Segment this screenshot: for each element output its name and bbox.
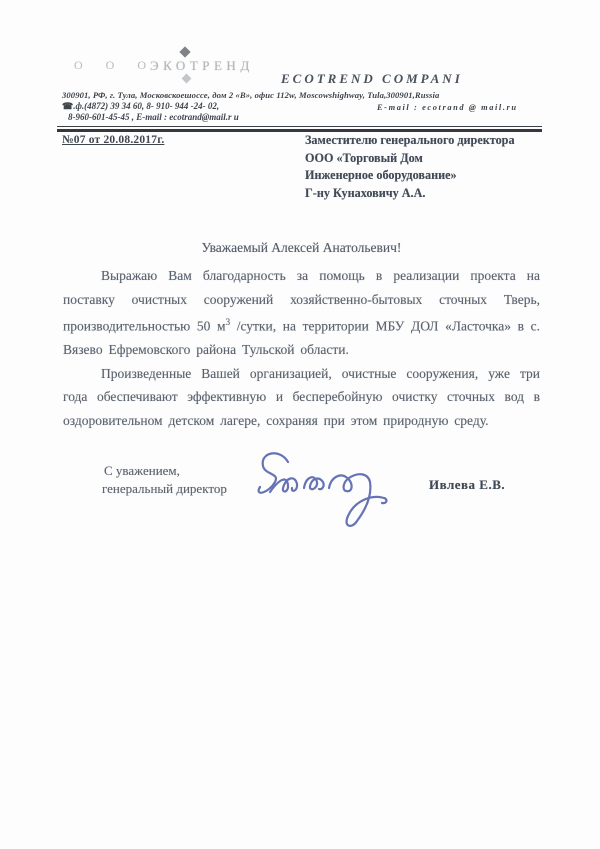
closing-title: генеральный директор [102,481,227,496]
company-email: E-mail : ecotrand @ mail.ru [377,103,518,112]
logo-ornament-bottom-icon [182,74,192,84]
phone-numbers: .ф.(4872) 39 34 60, 8- 910- 944 -24- 02, [73,101,220,111]
logo-ornament-top-icon [179,46,190,57]
company-name-latin: ECOTREND COMPANI [281,71,463,86]
paragraph-1-text-cont: /сутки, на территории МБУ ДОЛ «Ласточка» в с. Вязево Ефремовского района Тульской области. [63,318,540,358]
recipient-line: Инженерное оборудование» [305,168,457,183]
logo-company-name: ЭКОТРЕНД [150,58,254,73]
paragraph-1 [63,264,540,362]
company-phone-line-2: 8-960-601-45-45 , E-mail : ecotrand@mail.r u [68,112,239,122]
recipient-block [305,132,515,202]
logo-ooo-text: О О О [74,58,156,72]
recipient-line: Заместителю генерального директора [305,133,515,147]
closing-regards: С уважением, [104,463,180,478]
recipient-line: ООО «Торговый Дом [305,150,423,165]
phone-icon: ☎ [62,101,74,111]
reference-number: №07 от 20.08.2017г. [62,134,165,146]
handwritten-signature [250,444,410,536]
letter-body [63,264,540,433]
signer-name: Ивлева Е.В. [429,477,506,492]
company-phone-line [62,101,219,112]
paragraph-1-text: Выражаю Вам благодарность за помощь в реализации проекта на поставку очистных сооружений хозяйственно-бытовых сточных Тверь, производительностью 50 м [63,268,540,334]
company-address: 300901, РФ, г. Тула, Московскоешоссе, дом 2 «В», офис 112w, Moscowshighway, Tula,300901,Russia [62,90,440,100]
recipient-line: Г-ну Кунаховичу А.А. [305,185,426,200]
cubic-meter-superscript: 3 [225,317,231,328]
salutation: Уважаемый Алексей Анатольевич! [201,240,402,255]
paragraph-2: Произведенные Вашей организацией, очистные сооружения, уже три года обеспечивают эффективную и бесперебойную очистку сточных вод в оздоровительном детском лагере, сохраняя при этом природную среду. [63,365,540,429]
